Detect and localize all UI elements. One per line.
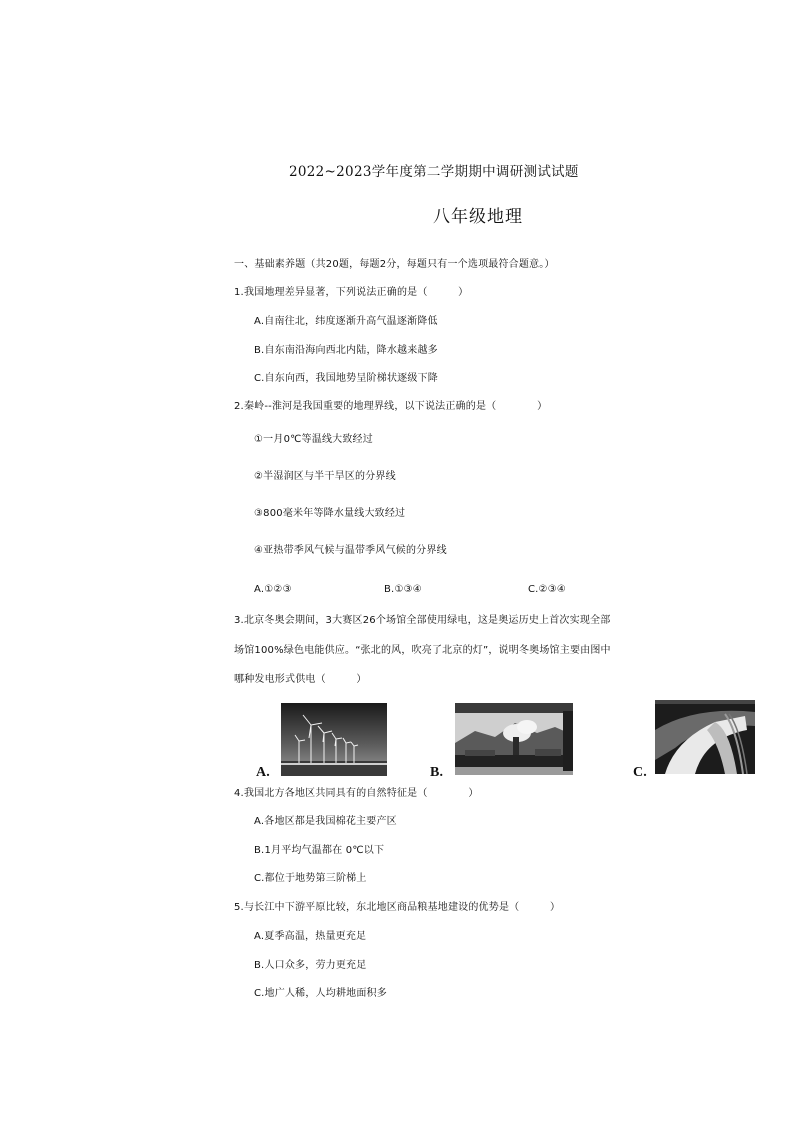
- image-label-c: C.: [633, 765, 648, 780]
- question-1-option-b: B.自东南沿海向西北内陆，降水越来越多: [254, 345, 438, 356]
- question-2-statement-4: ④亚热带季风气候与温带季风气候的分界线: [254, 545, 447, 556]
- question-2-option-a: A.①②③: [254, 584, 292, 595]
- exam-subtitle: 八年级地理: [433, 207, 523, 227]
- section-heading: 一、基础素养题（共20题，每题2分，每题只有一个选项最符合题意。）: [234, 259, 555, 270]
- question-2-statement-3: ③800毫米年等降水量线大致经过: [254, 508, 406, 519]
- question-1-stem: 1.我国地理差异显著，下列说法正确的是（ ）: [234, 287, 469, 298]
- question-2-option-b: B.①③④: [384, 584, 422, 595]
- question-5-stem: 5.与长江中下游平原比较，东北地区商品粮基地建设的优势是（ ）: [234, 902, 561, 913]
- question-2-stem: 2.秦岭--淮河是我国重要的地理界线，以下说法正确的是（ ）: [234, 401, 548, 412]
- image-label-b: B.: [430, 765, 444, 780]
- question-5-option-a: A.夏季高温，热量更充足: [254, 931, 367, 942]
- question-1-option-c: C.自东向西，我国地势呈阶梯状逐级下降: [254, 373, 438, 384]
- question-1-option-a: A.自南往北，纬度逐渐升高气温逐渐降低: [254, 316, 438, 327]
- question-5-option-c: C.地广人稀，人均耕地面积多: [254, 988, 387, 999]
- wind-turbines-photo: [281, 703, 387, 776]
- question-4-option-c: C.都位于地势第三阶梯上: [254, 873, 367, 884]
- question-2-statement-2: ②半湿润区与半干旱区的分界线: [254, 471, 396, 482]
- question-4-option-a: A.各地区都是我国棉花主要产区: [254, 816, 397, 827]
- exam-title: 2022~2023学年度第二学期期中调研测试试题: [289, 164, 579, 180]
- question-3-line-2: 场馆100%绿色电能供应。“张北的风，吹亮了北京的灯”，说明冬奥场馆主要由图中: [234, 645, 611, 656]
- question-4-stem: 4.我国北方各地区共同具有的自然特征是（ ）: [234, 788, 479, 799]
- question-3-line-1: 3.北京冬奥会期间，3大赛区26个场馆全部使用绿电，这是奥运历史上首次实现全部: [234, 615, 611, 626]
- question-2-statement-1: ①一月0℃等温线大致经过: [254, 434, 373, 445]
- image-label-a: A.: [256, 765, 271, 780]
- question-5-option-b: B.人口众多，劳力更充足: [254, 960, 367, 971]
- hydropower-dam-spillway-photo: [655, 700, 755, 774]
- question-3-line-3: 哪种发电形式供电（ ）: [234, 674, 367, 685]
- question-4-option-b: B.1月平均气温都在 0℃以下: [254, 845, 385, 856]
- thermal-power-plant-photo: [455, 703, 573, 775]
- question-2-option-c: C.②③④: [528, 584, 567, 595]
